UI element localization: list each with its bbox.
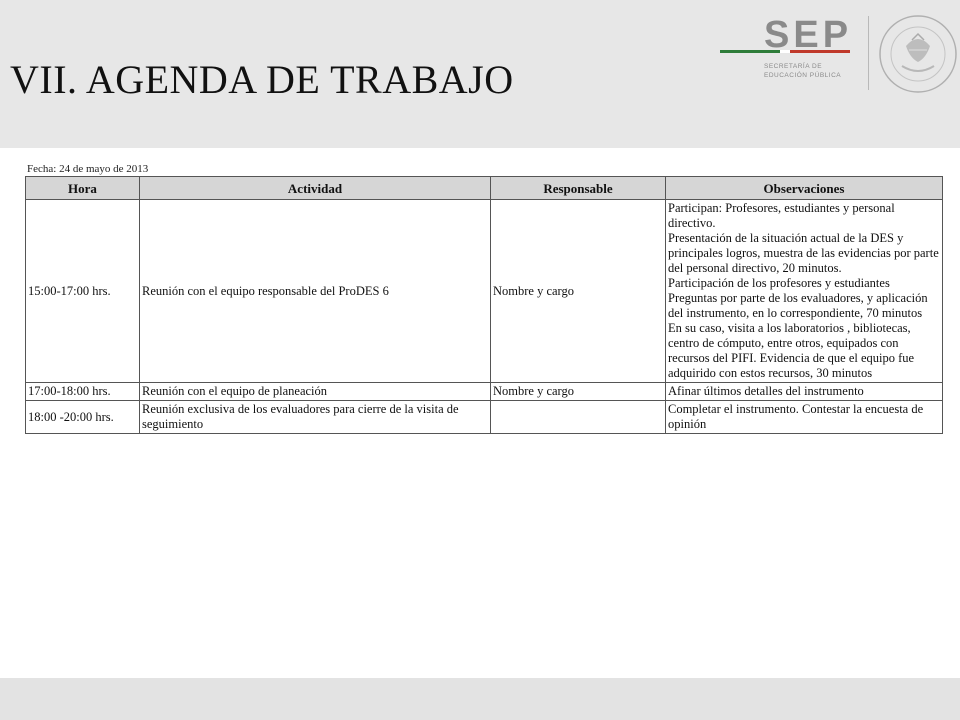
table-header-row [26, 177, 943, 200]
cell-actividad: Reunión exclusiva de los evaluadores para cierre de la visita de seguimiento [140, 401, 491, 434]
obs-line: Completar el instrumento. Contestar la encuesta de opinión [668, 402, 924, 431]
sep-subtitle: SECRETARÍA DE EDUCACIÓN PÚBLICA [764, 63, 842, 79]
date-label: Fecha: 24 de mayo de 2013 [27, 163, 149, 175]
footer-band [0, 678, 960, 720]
cell-observaciones [666, 383, 943, 401]
seal-icon [876, 10, 960, 100]
header-hora: Hora [26, 177, 140, 200]
cell-hora: 18:00 -20:00 hrs. [26, 401, 140, 434]
header-responsable: Responsable [491, 177, 666, 200]
cell-responsable: Nombre y cargo [491, 383, 666, 401]
cell-observaciones [666, 200, 943, 383]
obs-line: Preguntas por parte de los evaluadores, y aplicación del instrumento, en lo correspondiente, 70 minutos [668, 291, 928, 320]
obs-line: Participan: Profesores, estudiantes y personal directivo. [668, 201, 895, 230]
table-row [26, 383, 943, 401]
obs-line: Afinar últimos detalles del instrumento [668, 384, 864, 398]
table-row [26, 401, 943, 434]
page-title: VII. AGENDA DE TRABAJO [10, 57, 514, 102]
cell-hora: 17:00-18:00 hrs. [26, 383, 140, 401]
header-observaciones: Observaciones [666, 177, 943, 200]
cell-responsable: Nombre y cargo [491, 200, 666, 383]
header-band [0, 0, 960, 148]
obs-line: En su caso, visita a los laboratorios , bibliotecas, centro de cómputo, entre otros, equipados con recursos del PIFI. Evidencia de que el equipo fue adquirido con estos recursos, 30 minutos [668, 321, 915, 380]
cell-observaciones [666, 401, 943, 434]
sep-wordmark: SEP [764, 14, 853, 56]
agenda-table [25, 176, 943, 434]
obs-line: Presentación de la situación actual de la DES y principales logros, muestra de las evidencias por parte del personal directivo, 20 minutos. [668, 231, 939, 275]
cell-responsable [491, 401, 666, 434]
header-actividad: Actividad [140, 177, 491, 200]
obs-line: Participación de los profesores y estudiantes [668, 276, 890, 290]
logo-divider [868, 16, 869, 90]
sep-logo [720, 10, 960, 110]
cell-hora: 15:00-17:00 hrs. [26, 200, 140, 383]
table-row [26, 200, 943, 383]
cell-actividad: Reunión con el equipo responsable del ProDES 6 [140, 200, 491, 383]
cell-actividad: Reunión con el equipo de planeación [140, 383, 491, 401]
